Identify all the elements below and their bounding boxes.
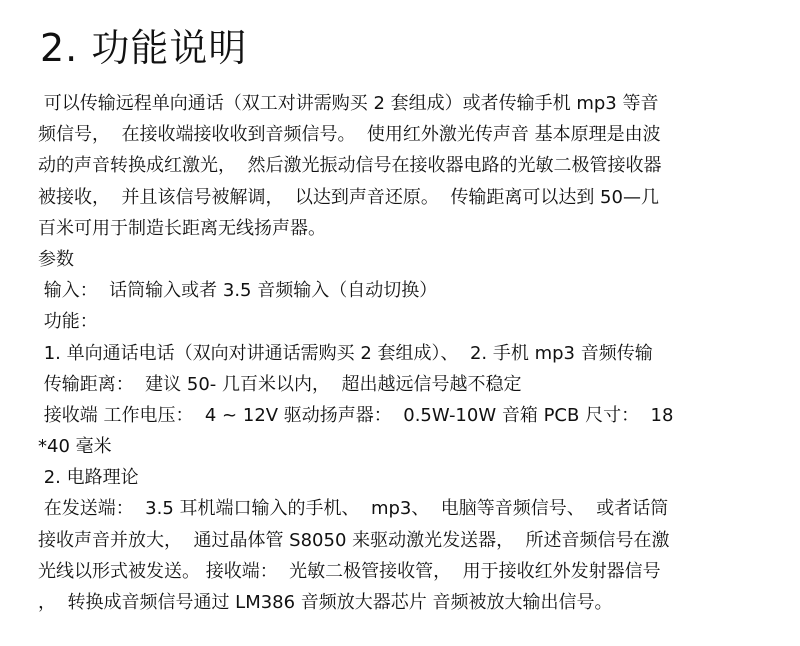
text-line: 被接收， 并且该信号被解调， 以达到声音还原。 传输距离可以达到 50—几 bbox=[38, 186, 659, 208]
text-line: 在发送端： 3.5 耳机端口输入的手机、 mp3、 电脑等音频信号、 或者话筒 bbox=[38, 498, 669, 520]
text-line: 功能： bbox=[38, 311, 98, 333]
text-line: 1. 单向通话电话（双向对讲通话需购买 2 套组成）、 2. 手机 mp3 音频传输 bbox=[38, 342, 653, 364]
text-line: 接收声音并放大， 通过晶体管 S8050 来驱动激光发送器， 所述音频信号在激 bbox=[38, 529, 670, 551]
text-line: 输入： 话筒输入或者 3.5 音频输入（自动切换） bbox=[38, 280, 438, 302]
params-heading: 参数 bbox=[38, 248, 74, 270]
text-line: 接收端 工作电压： 4 ~ 12V 驱动扬声器： 0.5W-10W 音箱 PCB 尺寸： 18 bbox=[38, 404, 674, 426]
text-line: 百米可用于制造长距离无线扬声器。 bbox=[38, 217, 326, 239]
text-line: 动的声音转换成红激光， 然后激光振动信号在接收器电路的光敏二极管接收器 bbox=[38, 155, 662, 177]
document-body bbox=[38, 88, 774, 618]
circuit-heading: 2. 电路理论 bbox=[38, 467, 139, 489]
section-title: 2. 功能说明 bbox=[40, 26, 248, 70]
text-line: 频信号， 在接收端接收收到音频信号。 使用红外激光传声音 基本原理是由波 bbox=[38, 124, 661, 146]
text-line: ， 转换成音频信号通过 LM386 音频放大器芯片 音频被放大输出信号。 bbox=[38, 592, 613, 613]
text-line: 可以传输远程单向通话（双工对讲需购买 2 套组成）或者传输手机 mp3 等音 bbox=[38, 93, 659, 114]
text-line: *40 毫米 bbox=[38, 436, 112, 458]
text-line: 传输距离： 建议 50- 几百米以内， 超出越远信号越不稳定 bbox=[38, 373, 522, 395]
text-line: 光线以形式被发送。 接收端： 光敏二极管接收管， 用于接收红外发射器信号 bbox=[38, 560, 661, 582]
